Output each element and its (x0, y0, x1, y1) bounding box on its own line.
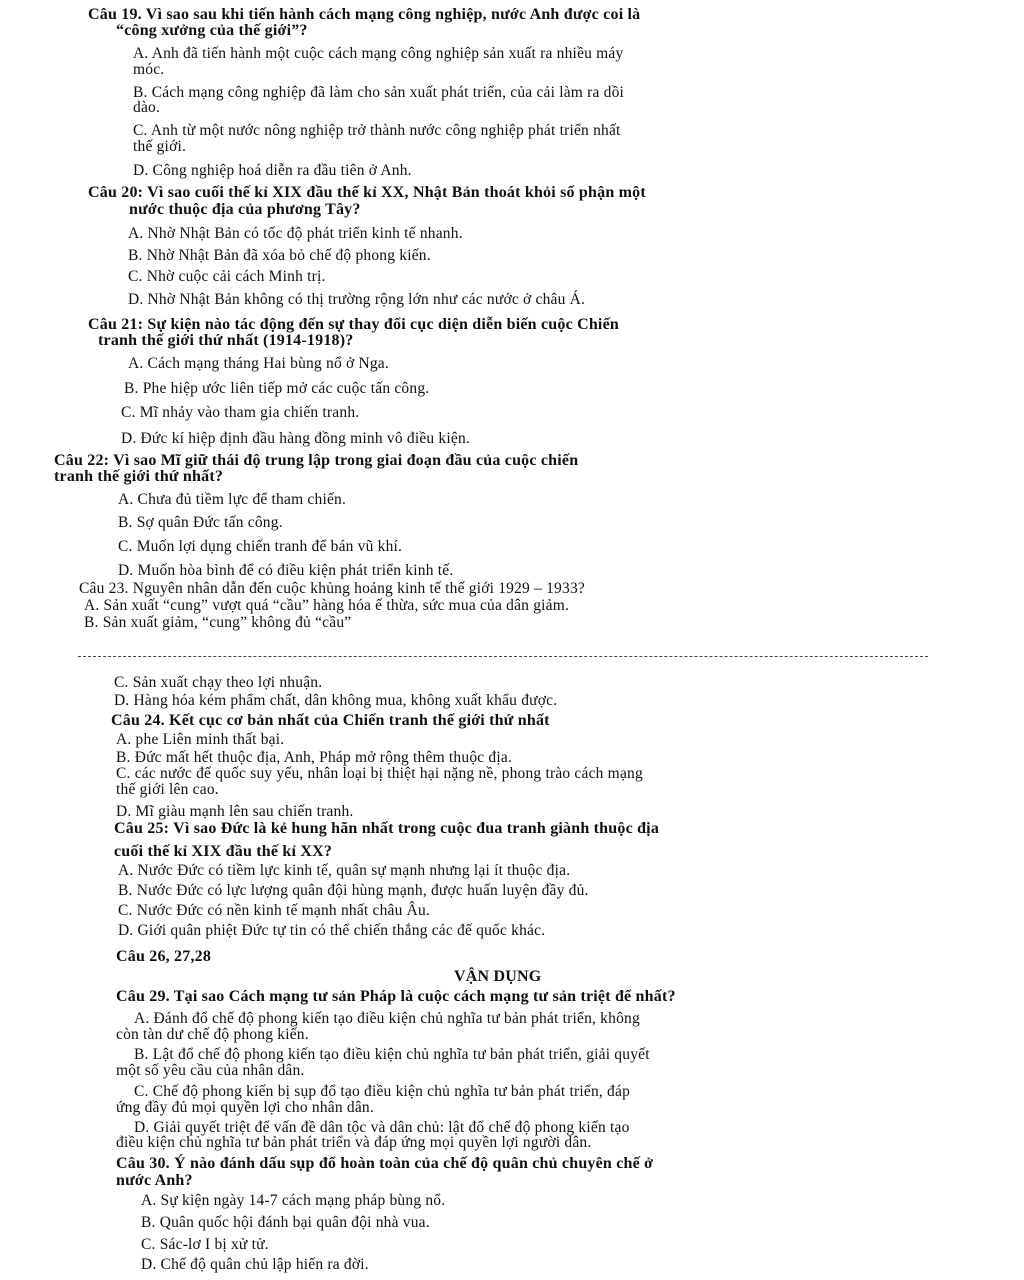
q20-option-a: A. Nhờ Nhật Bản có tốc độ phát triển kinh tế nhanh. (128, 225, 463, 242)
q20-option-d: D. Nhờ Nhật Bản không có thị trường rộng lớn như các nước ở châu Á. (128, 291, 586, 308)
q30-option-b: B. Quân quốc hội đánh bại quân đội nhà vua. (141, 1214, 430, 1231)
q30-option-c: C. Sác-lơ I bị xử tử. (141, 1236, 269, 1253)
q24-option-d: D. Mĩ giàu mạnh lên sau chiến tranh. (116, 803, 354, 820)
q25-option-c: C. Nước Đức có nền kinh tế mạnh nhất châu Âu. (118, 902, 431, 919)
q29-option-c-cont: ứng đầy đủ mọi quyền lợi cho nhân dân. (116, 1099, 374, 1116)
q20-title-cont: nước thuộc địa của phương Tây? (129, 201, 361, 218)
q29-option-d: D. Giải quyết triệt để vấn đề dân tộc và dân chủ: lật đổ chế độ phong kiến tạo (134, 1119, 630, 1136)
q29-option-b-cont: một số yêu cầu của nhân dân. (116, 1062, 305, 1079)
q22-title-cont: tranh thế giới thứ nhất? (54, 468, 224, 485)
q24-option-b: B. Đức mất hết thuộc địa, Anh, Pháp mở rộng thêm thuộc địa. (116, 749, 513, 766)
q19-option-b-cont: dào. (133, 99, 161, 116)
q23-title: Câu 23. Nguyên nhân dẫn đến cuộc khủng hoảng kinh tế thế giới 1929 – 1933? (79, 580, 585, 597)
section-heading-van-dung: VẬN DỤNG (454, 968, 542, 985)
q30-title-cont: nước Anh? (116, 1172, 193, 1189)
q25-option-d: D. Giới quân phiệt Đức tự tin có thể chiến thắng các đế quốc khác. (118, 922, 546, 939)
q29-option-b: B. Lật đổ chế độ phong kiến tạo điều kiện chủ nghĩa tư bản phát triển, giải quyết (134, 1046, 650, 1063)
q26-28-heading: Câu 26, 27,28 (116, 948, 212, 965)
q25-option-b: B. Nước Đức có lực lượng quân đội hùng mạnh, được huấn luyện đầy đủ. (118, 882, 589, 899)
q19-title: Câu 19. Vì sao sau khi tiến hành cách mạng công nghiệp, nước Anh được coi là (88, 6, 641, 23)
q19-option-c: C. Anh từ một nước nông nghiệp trở thành nước công nghiệp phát triển nhất (133, 122, 621, 139)
q24-option-a: A. phe Liên minh thất bại. (116, 731, 285, 748)
q24-title: Câu 24. Kết cục cơ bản nhất của Chiến tranh thế giới thứ nhất (111, 712, 550, 729)
q22-title: Câu 22: Vì sao Mĩ giữ thái độ trung lập trong giai đoạn đầu của cuộc chiến (54, 452, 579, 469)
q29-option-a: A. Đánh đổ chế độ phong kiến tạo điều kiện chủ nghĩa tư bản phát triển, không (134, 1010, 640, 1027)
dashed-divider (78, 656, 928, 657)
q25-option-a: A. Nước Đức có tiềm lực kinh tế, quân sự mạnh nhưng lại ít thuộc địa. (118, 862, 571, 879)
q22-option-b: B. Sợ quân Đức tấn công. (118, 514, 283, 531)
q21-option-c: C. Mĩ nhảy vào tham gia chiến tranh. (121, 404, 360, 421)
q19-option-c-cont: thế giới. (133, 138, 187, 155)
q21-option-b: B. Phe hiệp ước liên tiếp mở các cuộc tấn công. (124, 380, 430, 397)
q24-option-c-cont: thế giới lên cao. (116, 781, 219, 798)
q29-option-d-cont: điều kiện chủ nghĩa tư bản phát triển và đáp ứng mọi quyền lợi người dân. (116, 1134, 592, 1151)
q20-option-c: C. Nhờ cuộc cải cách Minh trị. (128, 268, 326, 285)
q19-option-d: D. Công nghiệp hoá diễn ra đầu tiên ở Anh. (133, 162, 412, 179)
q23-option-b: B. Sản xuất giảm, “cung” không đủ “cầu” (84, 614, 352, 631)
q25-title: Câu 25: Vì sao Đức là kẻ hung hãn nhất trong cuộc đua tranh giành thuộc địa (114, 820, 660, 837)
q30-option-d: D. Chế độ quân chủ lập hiến ra đời. (141, 1256, 369, 1273)
q22-option-a: A. Chưa đủ tiềm lực để tham chiến. (118, 491, 347, 508)
q22-option-c: C. Muốn lợi dụng chiến tranh để bán vũ khí. (118, 538, 403, 555)
q19-option-a: A. Anh đã tiến hành một cuộc cách mạng công nghiệp sản xuất ra nhiều máy (133, 45, 624, 62)
q19-option-a-cont: móc. (133, 61, 165, 78)
q21-title: Câu 21: Sự kiện nào tác động đến sự thay đổi cục diện diễn biến cuộc Chiến (88, 316, 619, 333)
q21-option-d: D. Đức kí hiệp định đầu hàng đồng minh vô điều kiện. (121, 430, 470, 447)
q20-option-b: B. Nhờ Nhật Bản đã xóa bỏ chế độ phong kiến. (128, 247, 431, 264)
q24-option-c: C. các nước đế quốc suy yếu, nhân loại bị thiệt hại nặng nề, phong trào cách mạng (116, 765, 643, 782)
q29-option-a-cont: còn tàn dư chế độ phong kiến. (116, 1026, 309, 1043)
q20-title: Câu 20: Vì sao cuối thế kỉ XIX đầu thế kỉ XX, Nhật Bản thoát khỏi số phận một (88, 184, 646, 201)
q30-title: Câu 30. Ý nào đánh dấu sụp đổ hoàn toàn của chế độ quân chủ chuyên chế ở (116, 1155, 654, 1172)
q19-title-cont: “công xưởng của thế giới”? (116, 22, 308, 39)
q19-option-b: B. Cách mạng công nghiệp đã làm cho sản xuất phát triển, của cải làm ra dồi (133, 84, 625, 101)
q23-option-d: D. Hàng hóa kém phẩm chất, dân không mua, không xuất khẩu được. (114, 692, 558, 709)
q30-option-a: A. Sự kiện ngày 14-7 cách mạng pháp bùng nổ. (141, 1192, 446, 1209)
q29-option-c: C. Chế độ phong kiến bị sụp đổ tạo điều kiện chủ nghĩa tư bản phát triển, đáp (134, 1083, 631, 1100)
q21-option-a: A. Cách mạng tháng Hai bùng nổ ở Nga. (128, 355, 389, 372)
q23-option-c: C. Sản xuất chạy theo lợi nhuận. (114, 674, 323, 691)
q23-option-a: A. Sản xuất “cung” vượt quá “cầu” hàng hóa ế thừa, sức mua của dân giảm. (84, 597, 570, 614)
q22-option-d: D. Muốn hòa bình để có điều kiện phát triển kinh tế. (118, 562, 454, 579)
q21-title-cont: tranh thế giới thứ nhất (1914-1918)? (98, 332, 354, 349)
q25-title-cont: cuối thế kỉ XIX đầu thế kỉ XX? (114, 843, 333, 860)
q29-title: Câu 29. Tại sao Cách mạng tư sản Pháp là cuộc cách mạng tư sản triệt để nhất? (116, 988, 676, 1005)
